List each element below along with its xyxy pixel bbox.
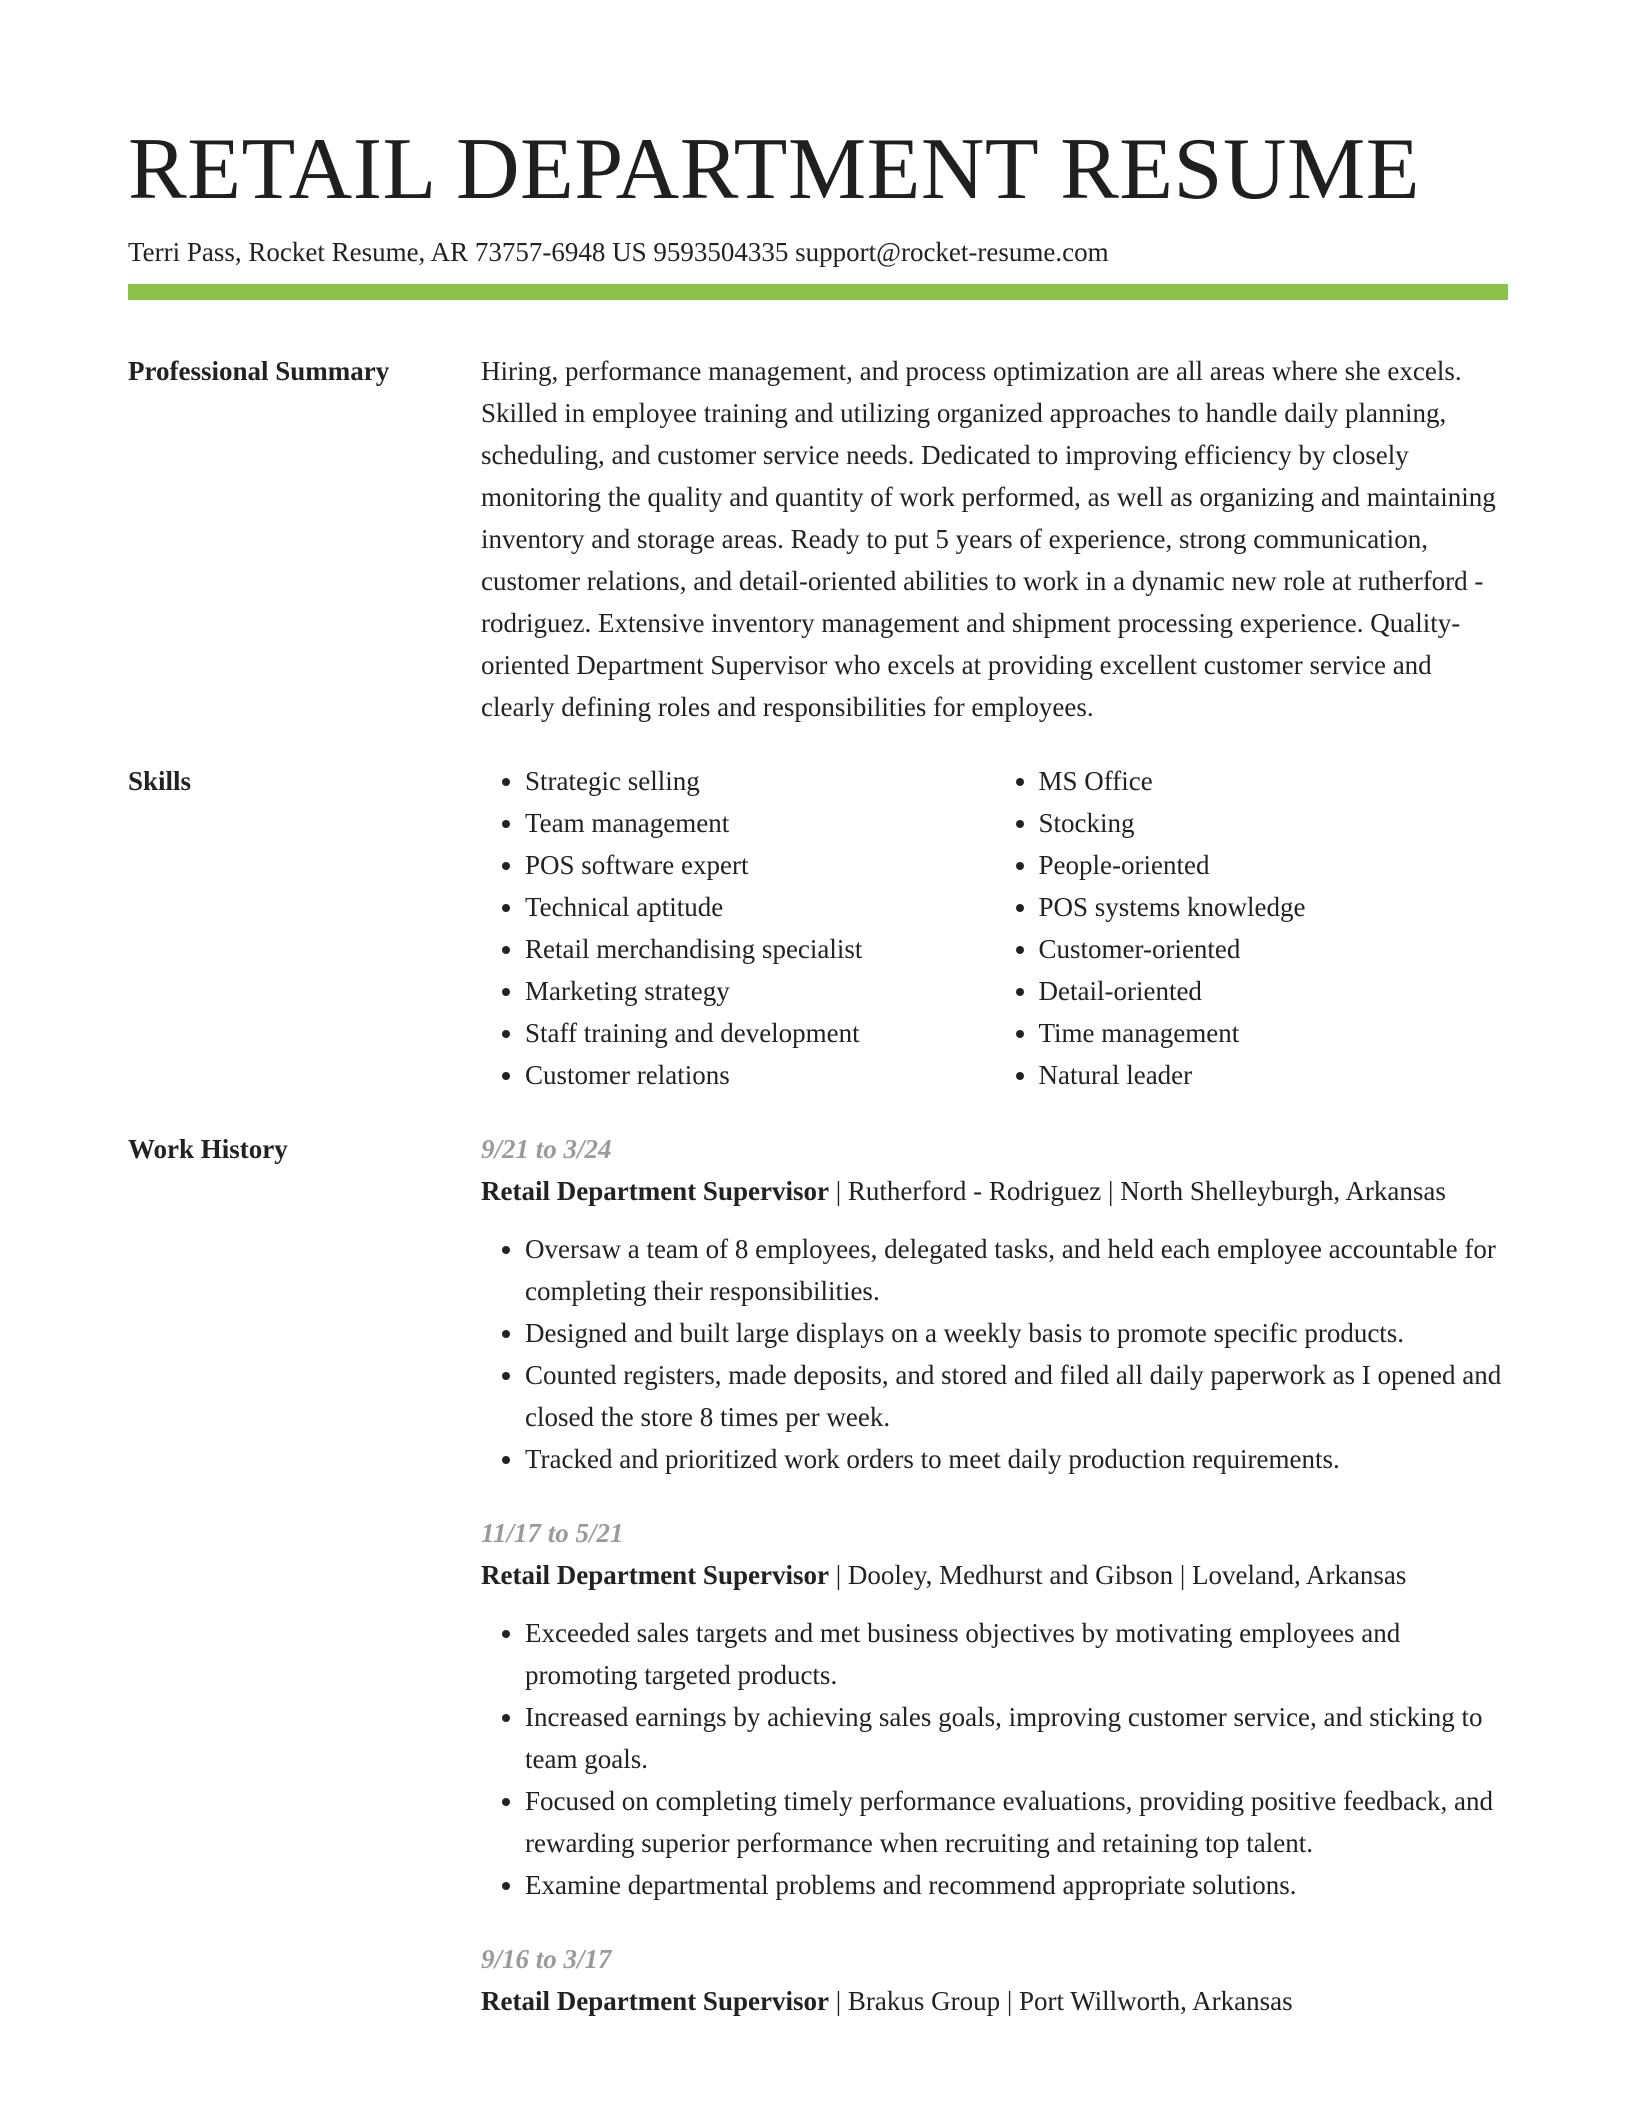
skill-item: • Technical aptitude xyxy=(525,886,995,928)
job-dates: 9/21 to 3/24 xyxy=(481,1134,612,1164)
skills-heading: Skills xyxy=(128,766,192,796)
summary-text: Hiring, performance management, and process optimization are all areas where she excels. Skilled in employee training and utilizing organized approaches to handle daily planning, scheduling, and customer service needs. Dedicated to improving efficiency by closely monitoring the quality and quantity of work performed, as well as organizing and maintaining inventory and storage areas. Ready to put 5 years of experience, strong communication, customer relations, and detail-oriented abilities to work in a dynamic new role at rutherford - rodriguez. Extensive inventory management and shipment processing experience. Quality-oriented Department Supervisor who excels at providing excellent customer service and clearly defining roles and responsibilities for employees. xyxy=(481,356,1496,722)
job-bullets xyxy=(481,1612,1508,1906)
skill-item: • Strategic selling xyxy=(525,760,995,802)
job-bullets xyxy=(481,1228,1508,1480)
summary-section xyxy=(128,350,1508,728)
job-bullet: • Focused on completing timely performance evaluations, providing positive feedback, and rewarding superior performance when recruiting and retaining top talent. xyxy=(525,1780,1508,1864)
skill-item: • Time management xyxy=(1039,1012,1509,1054)
skill-item: • Retail merchandising specialist xyxy=(525,928,995,970)
skills-body xyxy=(481,760,1508,1096)
job-bullet: • Oversaw a team of 8 employees, delegated tasks, and held each employee accountable for completing their responsibilities. xyxy=(525,1228,1508,1312)
skill-item: • POS software expert xyxy=(525,844,995,886)
skill-item: • MS Office xyxy=(1039,760,1509,802)
job-dates: 11/17 to 5/21 xyxy=(481,1518,624,1548)
skills-columns xyxy=(481,760,1508,1096)
skills-section xyxy=(128,760,1508,1096)
job-dates: 9/16 to 3/17 xyxy=(481,1944,612,1974)
skill-item: • Team management xyxy=(525,802,995,844)
contact-phone: 9593504335 xyxy=(653,237,789,267)
job-bullet: • Exceeded sales targets and met business objectives by motivating employees and promoting targeted products. xyxy=(525,1612,1508,1696)
job-details: | Dooley, Medhurst and Gibson | Loveland, Arkansas xyxy=(828,1560,1407,1590)
resume-title: RETAIL DEPARTMENT RESUME xyxy=(128,121,1421,218)
skill-item: • Customer-oriented xyxy=(1039,928,1509,970)
summary-heading: Professional Summary xyxy=(128,356,390,386)
job-entry xyxy=(481,1128,1508,1480)
job-bullet: • Counted registers, made deposits, and stored and filed all daily paperwork as I opened and closed the store 8 times per week. xyxy=(525,1354,1508,1438)
skill-item: • POS systems knowledge xyxy=(1039,886,1509,928)
job-heading xyxy=(481,1980,1508,2022)
job-title: Retail Department Supervisor xyxy=(481,1560,829,1590)
work-history-heading: Work History xyxy=(128,1134,288,1164)
skill-item: • People-oriented xyxy=(1039,844,1509,886)
job-details: | Brakus Group | Port Willworth, Arkansas xyxy=(828,1986,1293,2016)
contact-line xyxy=(128,234,1508,270)
job-heading xyxy=(481,1170,1508,1212)
job-entry xyxy=(481,1938,1508,2022)
skill-item: • Staff training and development xyxy=(525,1012,995,1054)
resume-page xyxy=(128,120,1508,2022)
skills-list-left xyxy=(481,760,995,1096)
contact-email: support@rocket-resume.com xyxy=(795,237,1109,267)
work-history-section xyxy=(128,1128,1508,2022)
skill-item: • Customer relations xyxy=(525,1054,995,1096)
skills-list-right xyxy=(995,760,1509,1096)
skill-item: • Stocking xyxy=(1039,802,1509,844)
job-bullet: • Tracked and prioritized work orders to meet daily production requirements. xyxy=(525,1438,1508,1480)
job-details: | Rutherford - Rodriguez | North Shelleyburgh, Arkansas xyxy=(828,1176,1446,1206)
skill-item: • Marketing strategy xyxy=(525,970,995,1012)
job-bullet: • Examine departmental problems and recommend appropriate solutions. xyxy=(525,1864,1508,1906)
job-title: Retail Department Supervisor xyxy=(481,1176,829,1206)
job-heading xyxy=(481,1554,1508,1596)
job-bullet: • Increased earnings by achieving sales goals, improving customer service, and sticking to team goals. xyxy=(525,1696,1508,1780)
skill-item: • Detail-oriented xyxy=(1039,970,1509,1012)
job-entry xyxy=(481,1512,1508,1906)
contact-name: Terri Pass, xyxy=(128,237,242,267)
contact-address: Rocket Resume, AR 73757-6948 US xyxy=(248,237,647,267)
job-title: Retail Department Supervisor xyxy=(481,1986,829,2016)
work-history-body xyxy=(481,1128,1508,2022)
job-bullet: • Designed and built large displays on a weekly basis to promote specific products. xyxy=(525,1312,1508,1354)
header-divider xyxy=(128,284,1508,300)
skill-item: • Natural leader xyxy=(1039,1054,1509,1096)
